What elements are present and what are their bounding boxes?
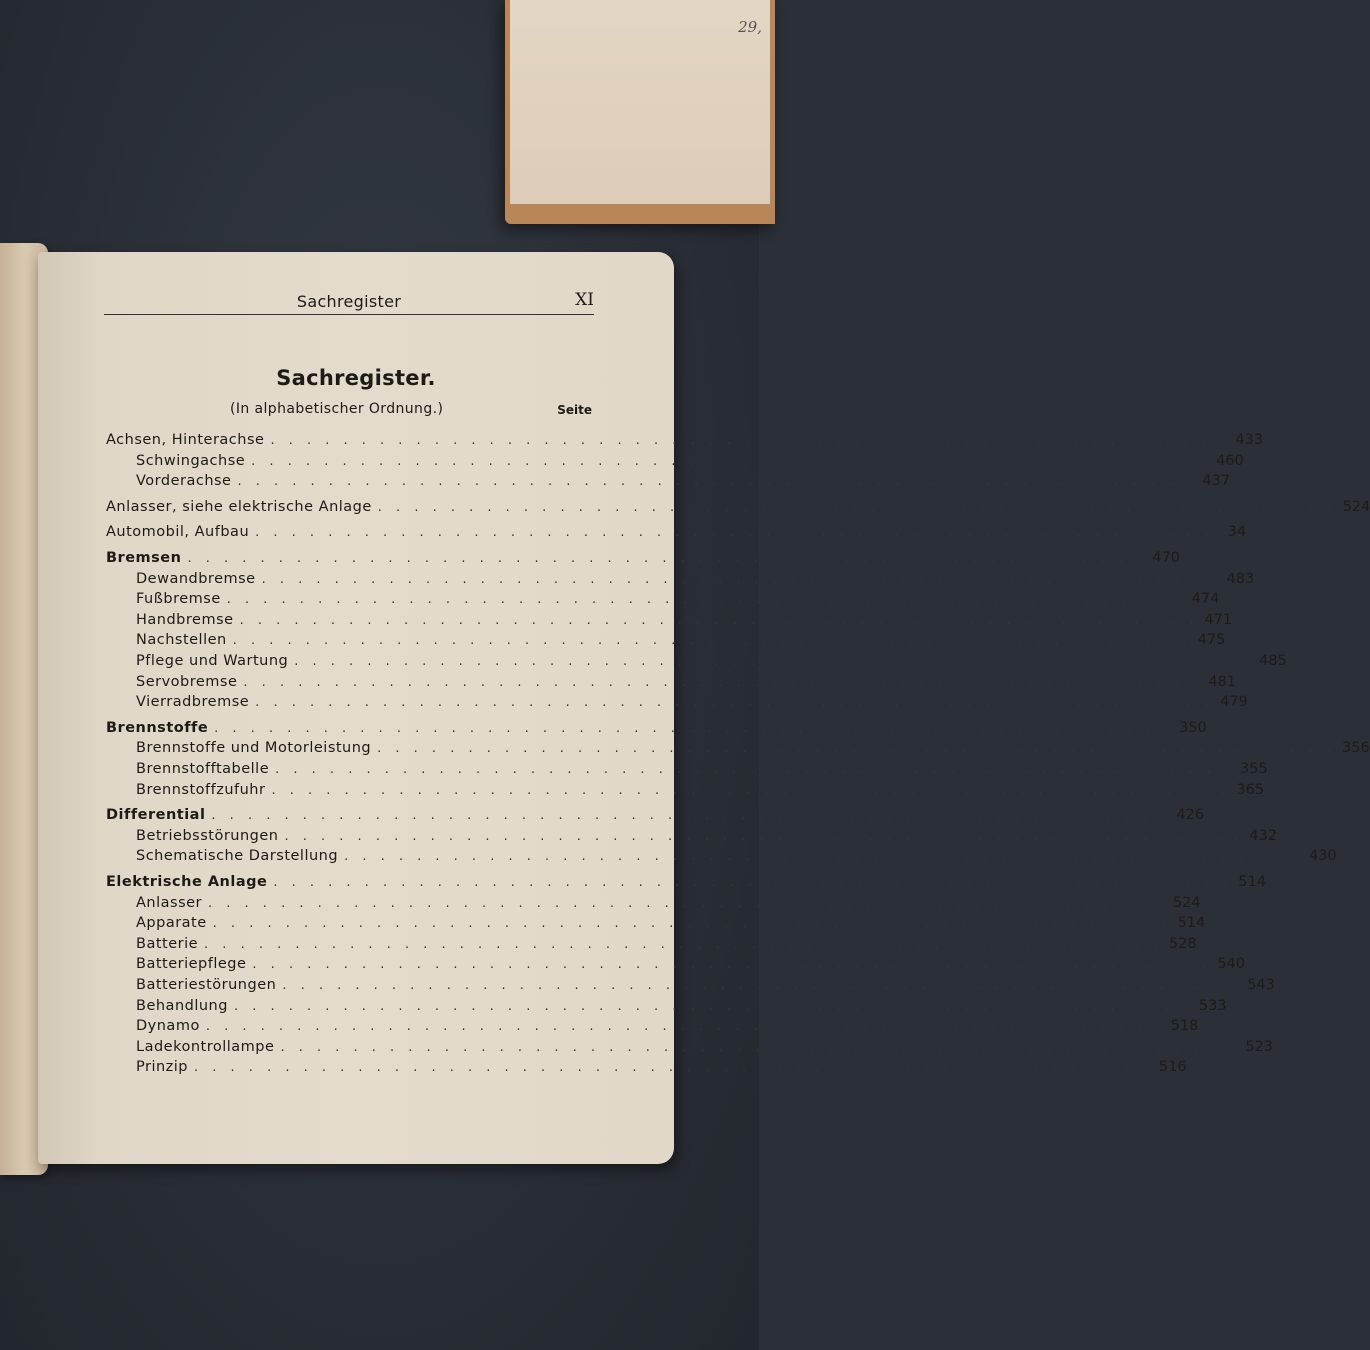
index-entry-label: Pflege und Wartung: [136, 653, 289, 669]
index-page: [38, 252, 1370, 1164]
index-entry: [136, 653, 1287, 673]
index-entry-page: 350: [1179, 719, 1207, 736]
dot-leader: [194, 1060, 1153, 1075]
index-entry-page: 523: [1245, 1038, 1274, 1055]
index-entry-label: Bremsen: [106, 550, 182, 566]
index-entry-label: Batteriepflege: [136, 956, 247, 973]
dot-leader: [187, 551, 1146, 566]
index-entry-page: 426: [1176, 807, 1205, 824]
index-entry: [136, 956, 1246, 976]
index-entry-page: 524: [1172, 894, 1201, 911]
dot-leader: [211, 808, 1170, 823]
index-entry-label: Vierradbremse: [136, 694, 250, 711]
dot-leader: [227, 592, 1186, 607]
index-entry: [136, 1038, 1274, 1059]
index-entry: [136, 452, 1244, 473]
index-entry: [136, 848, 1337, 868]
index-entry-page: 528: [1168, 935, 1197, 952]
index-entry-label: Brennstoffzufuhr: [136, 781, 266, 798]
dot-leader: [275, 762, 1234, 777]
index-entry: [106, 719, 1207, 740]
index-entry-label: Prinzip: [136, 1059, 189, 1076]
index-entry: [106, 498, 1370, 519]
index-entry-label: Dynamo: [136, 1018, 200, 1035]
index-entry: [106, 807, 1205, 827]
index-entry: [136, 894, 1201, 915]
dot-leader: [282, 978, 1241, 993]
index-entry-label: Brennstofftabelle: [136, 761, 270, 777]
page-number: XI: [575, 290, 594, 310]
index-entry: [106, 524, 1247, 544]
dot-leader: [378, 500, 1337, 515]
index-entry-label: Servobremse: [136, 673, 238, 690]
dot-leader: [271, 783, 1230, 798]
running-header: [104, 292, 594, 315]
index-entry-label: Elektrische Anlage: [106, 874, 268, 890]
index-entry-page: 365: [1236, 781, 1265, 798]
index-entry-label: Brennstoffe: [106, 719, 209, 736]
index-entry-label: Anlasser: [136, 894, 203, 911]
index-entry-page: 430: [1308, 848, 1337, 865]
index-entry-label: Betriebsstörungen: [136, 827, 279, 844]
index-entry-page: 524: [1342, 498, 1370, 515]
dot-leader: [234, 999, 1193, 1014]
index-entry: [136, 977, 1275, 997]
index-entry-label: Behandlung: [136, 997, 228, 1014]
index-entry-page: 433: [1235, 432, 1264, 448]
index-entry-label: Fußbremse: [136, 591, 221, 608]
index-entry-page: 356: [1342, 740, 1370, 757]
second-book-page-number: 29,: [738, 18, 762, 36]
index-entry-page: 355: [1240, 761, 1268, 777]
index-entry: [136, 632, 1226, 652]
index-entry-page: 516: [1158, 1059, 1187, 1076]
index-entry: [106, 874, 1266, 894]
page-column-label: Seite: [557, 403, 592, 417]
index-entry: [106, 550, 1181, 570]
index-entry-label: Apparate: [136, 915, 207, 932]
index-entry: [136, 570, 1255, 591]
index-entry: [136, 827, 1278, 848]
dot-leader: [294, 654, 1253, 669]
dot-leader: [237, 474, 1196, 489]
dot-leader: [344, 849, 1303, 864]
index-entry: [106, 432, 1264, 452]
index-entry: [136, 781, 1265, 802]
index-entry-page: 543: [1247, 977, 1275, 993]
dot-leader: [280, 1040, 1239, 1055]
index-entry-label: Vorderachse: [136, 473, 232, 490]
index-entry: [136, 997, 1227, 1018]
dot-leader: [255, 695, 1214, 710]
index-entry-label: Dewandbremse: [136, 570, 256, 587]
index-entry-label: Differential: [106, 807, 206, 824]
dot-leader: [233, 633, 1192, 648]
index-entry-page: 514: [1238, 874, 1266, 890]
index-entry-page: 485: [1259, 653, 1287, 669]
dot-leader: [252, 957, 1211, 972]
index-entry: [136, 1059, 1187, 1079]
index-entry-label: Batteriestörungen: [136, 977, 277, 993]
dot-leader: [206, 1019, 1165, 1034]
index-entry-page: 34: [1227, 524, 1247, 541]
index-entry-page: 483: [1226, 570, 1255, 587]
index-entry: [136, 591, 1220, 611]
index-entry-page: 481: [1208, 673, 1237, 690]
index-entry: [136, 915, 1206, 935]
page-title: Sachregister.: [276, 366, 436, 390]
index-entry: [136, 694, 1248, 714]
dot-leader: [204, 937, 1163, 952]
index-entry-page: 514: [1177, 915, 1206, 932]
dot-leader: [208, 896, 1167, 911]
index-entry-page: 518: [1170, 1018, 1199, 1035]
second-book-page: [510, 0, 770, 204]
index-entry-label: Handbremse: [136, 611, 234, 628]
dot-leader: [270, 433, 1229, 448]
index-entry-label: Nachstellen: [136, 632, 227, 649]
index-entry-label: Batterie: [136, 935, 199, 952]
index-entry-page: 437: [1202, 473, 1231, 490]
index-entry-page: 475: [1197, 632, 1226, 649]
index-entry-page: 479: [1220, 694, 1248, 711]
dot-leader: [273, 875, 1232, 890]
page-subtitle: (In alphabetischer Ordnung.): [230, 401, 444, 417]
running-title: Sachregister: [296, 292, 402, 311]
index-entry: [136, 935, 1197, 956]
index-entry-label: Schwingachse: [136, 452, 246, 469]
index-entry-page: 474: [1191, 591, 1220, 608]
dot-leader: [213, 916, 1172, 931]
dot-leader: [243, 675, 1202, 690]
index-entry-page: 533: [1198, 997, 1227, 1014]
index-entry: [136, 740, 1370, 760]
index-entry-label: Brennstoffe und Motorleistung: [136, 740, 372, 757]
index-entry-page: 540: [1217, 956, 1246, 973]
dot-leader: [214, 721, 1173, 736]
index-entry-page: 432: [1249, 827, 1278, 844]
index-entry-label: Achsen, Hinterachse: [106, 432, 265, 448]
index-entry: [136, 611, 1233, 632]
dot-leader: [377, 741, 1336, 756]
index-entry-label: Automobil, Aufbau: [106, 524, 250, 541]
dot-leader: [255, 525, 1214, 540]
index-entry: [136, 673, 1237, 694]
index-entry: [136, 473, 1231, 493]
dot-leader: [240, 613, 1199, 628]
index-entry-page: 471: [1204, 611, 1233, 628]
index-entry: [136, 761, 1268, 781]
dot-leader: [262, 572, 1221, 587]
index-entry-label: Schematische Darstellung: [136, 848, 339, 865]
index-entry-page: 470: [1152, 550, 1181, 566]
index-entry-label: Anlasser, siehe elektrische Anlage: [106, 498, 372, 515]
index-entry-label: Ladekontrollampe: [136, 1038, 275, 1055]
dot-leader: [285, 829, 1244, 844]
index-entry-page: 460: [1216, 452, 1244, 469]
index-entry: [136, 1018, 1199, 1038]
dot-leader: [251, 454, 1210, 469]
